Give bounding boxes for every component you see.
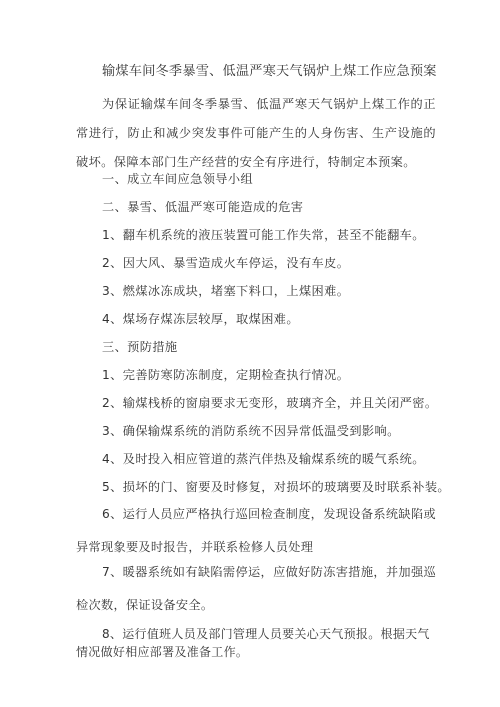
measure-item-7: 7、暖器系统如有缺陷需停运，应做好防冻害措施，并加强巡检次数，保证设备安全。 [76, 565, 436, 612]
measure-item: 3、确保输煤系统的消防系统不因异常低温受到影响。 [102, 424, 400, 438]
hazard-item: 4、煤场存煤冻层较厚，取煤困难。 [102, 312, 299, 326]
section-heading-2: 二、暴雪、低温严寒可能造成的危害 [102, 200, 304, 214]
section-heading-1: 一、成立车间应急领导小组 [102, 172, 254, 186]
measure-item: 4、及时投入相应管道的蒸汽伴热及输煤系统的暖气系统。 [102, 452, 425, 466]
document-title: 输煤车间冬季暴雪、低温严寒天气锅炉上煤工作应急预案 [102, 64, 437, 79]
hazard-item: 2、因大风、暴雪造成火车停运，没有车皮。 [102, 256, 350, 270]
measure-item: 1、完善防寒防冻制度，定期检查执行情况。 [102, 368, 350, 382]
section-heading-3: 三、预防措施 [102, 340, 178, 354]
measure-item-8: 8、运行值班人员及部门管理人员要关心天气预报。根据天气情况做好相应部署及准备工作。 [76, 627, 430, 659]
measure-item: 2、输煤栈桥的窗扇要求无变形，玻璃齐全，并且关闭严密。 [102, 396, 438, 410]
measure-item: 5、损坏的门、窗要及时修复，对损坏的玻璃要及时联系补装。 [102, 480, 451, 494]
intro-paragraph: 为保证输煤车间冬季暴雪、低温严寒天气锅炉上煤工作的正常进行，防止和减少突发事件可能产生的人身伤害、生产设施的破坏。保障本部门生产经营的安全有序进行，特制定本预案。 [76, 97, 436, 169]
hazard-item: 1、翻车机系统的液压装置可能工作失常，甚至不能翻车。 [102, 228, 425, 242]
hazard-item: 3、燃煤冰冻成块，堵塞下料口，上煤困难。 [102, 284, 350, 298]
measure-item-6: 6、运行人员应严格执行巡回检查制度，发现设备系统缺陷或异常现象要及时报告，并联系检修人员处理 [76, 507, 436, 554]
